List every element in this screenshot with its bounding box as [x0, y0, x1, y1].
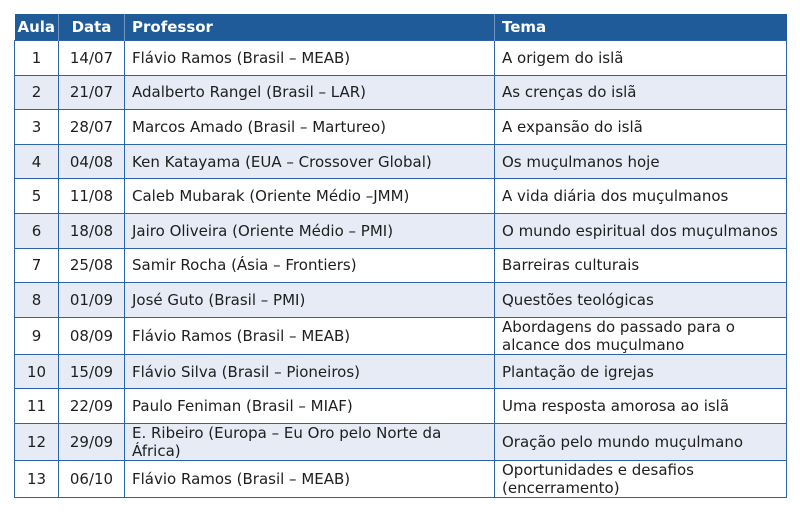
table-row: [15, 144, 787, 179]
schedule-table-container: [14, 14, 786, 498]
cell-aula: 10: [15, 354, 59, 389]
table-header: [15, 14, 787, 41]
table-row: [15, 423, 787, 460]
cell-professor: Ken Katayama (EUA – Crossover Global): [125, 144, 495, 179]
cell-professor: Samir Rocha (Ásia – Frontiers): [125, 248, 495, 283]
cell-data: 04/08: [59, 144, 125, 179]
cell-professor: José Guto (Brasil – PMI): [125, 283, 495, 318]
cell-data: 18/08: [59, 213, 125, 248]
cell-professor: Flávio Ramos (Brasil – MEAB): [125, 460, 495, 497]
cell-data: 15/09: [59, 354, 125, 389]
cell-tema: Abordagens do passado para o alcance dos muçulmano: [495, 317, 787, 354]
table-body: [15, 41, 787, 498]
cell-aula: 11: [15, 389, 59, 424]
cell-aula: 6: [15, 213, 59, 248]
cell-aula: 4: [15, 144, 59, 179]
cell-professor: Jairo Oliveira (Oriente Médio – PMI): [125, 213, 495, 248]
cell-data: 14/07: [59, 41, 125, 76]
header-professor: Professor: [125, 14, 495, 41]
table-row: [15, 317, 787, 354]
cell-data: 06/10: [59, 460, 125, 497]
table-row: [15, 283, 787, 318]
cell-aula: 12: [15, 423, 59, 460]
cell-tema: Os muçulmanos hoje: [495, 144, 787, 179]
cell-tema: A vida diária dos muçulmanos: [495, 179, 787, 214]
cell-aula: 8: [15, 283, 59, 318]
cell-tema: Oração pelo mundo muçulmano: [495, 423, 787, 460]
cell-aula: 13: [15, 460, 59, 497]
cell-professor: Flávio Ramos (Brasil – MEAB): [125, 41, 495, 76]
table-row: [15, 460, 787, 497]
table-row: [15, 389, 787, 424]
cell-professor: Marcos Amado (Brasil – Martureo): [125, 110, 495, 145]
cell-aula: 1: [15, 41, 59, 76]
cell-tema: Questões teológicas: [495, 283, 787, 318]
cell-data: 11/08: [59, 179, 125, 214]
cell-tema: O mundo espiritual dos muçulmanos: [495, 213, 787, 248]
cell-aula: 3: [15, 110, 59, 145]
table-row: [15, 213, 787, 248]
cell-aula: 9: [15, 317, 59, 354]
cell-tema: Plantação de igrejas: [495, 354, 787, 389]
header-row: [15, 14, 787, 41]
cell-data: 01/09: [59, 283, 125, 318]
cell-aula: 5: [15, 179, 59, 214]
cell-tema: Oportunidades e desafios (encerramento): [495, 460, 787, 497]
cell-professor: Flávio Ramos (Brasil – MEAB): [125, 317, 495, 354]
table-row: [15, 179, 787, 214]
cell-tema: A expansão do islã: [495, 110, 787, 145]
header-aula: Aula: [15, 14, 59, 41]
header-data: Data: [59, 14, 125, 41]
header-tema: Tema: [495, 14, 787, 41]
cell-aula: 7: [15, 248, 59, 283]
cell-professor: Adalberto Rangel (Brasil – LAR): [125, 75, 495, 110]
cell-professor: E. Ribeiro (Europa – Eu Oro pelo Norte da África): [125, 423, 495, 460]
cell-tema: Uma resposta amorosa ao islã: [495, 389, 787, 424]
cell-professor: Flávio Silva (Brasil – Pioneiros): [125, 354, 495, 389]
cell-professor: Paulo Feniman (Brasil – MIAF): [125, 389, 495, 424]
cell-data: 25/08: [59, 248, 125, 283]
table-row: [15, 41, 787, 76]
cell-tema: Barreiras culturais: [495, 248, 787, 283]
cell-data: 29/09: [59, 423, 125, 460]
cell-data: 21/07: [59, 75, 125, 110]
table-row: [15, 75, 787, 110]
cell-tema: As crenças do islã: [495, 75, 787, 110]
cell-data: 22/09: [59, 389, 125, 424]
cell-data: 28/07: [59, 110, 125, 145]
table-row: [15, 110, 787, 145]
schedule-table: [14, 14, 787, 498]
cell-tema: A origem do islã: [495, 41, 787, 76]
table-row: [15, 354, 787, 389]
cell-professor: Caleb Mubarak (Oriente Médio –JMM): [125, 179, 495, 214]
table-row: [15, 248, 787, 283]
cell-aula: 2: [15, 75, 59, 110]
cell-data: 08/09: [59, 317, 125, 354]
